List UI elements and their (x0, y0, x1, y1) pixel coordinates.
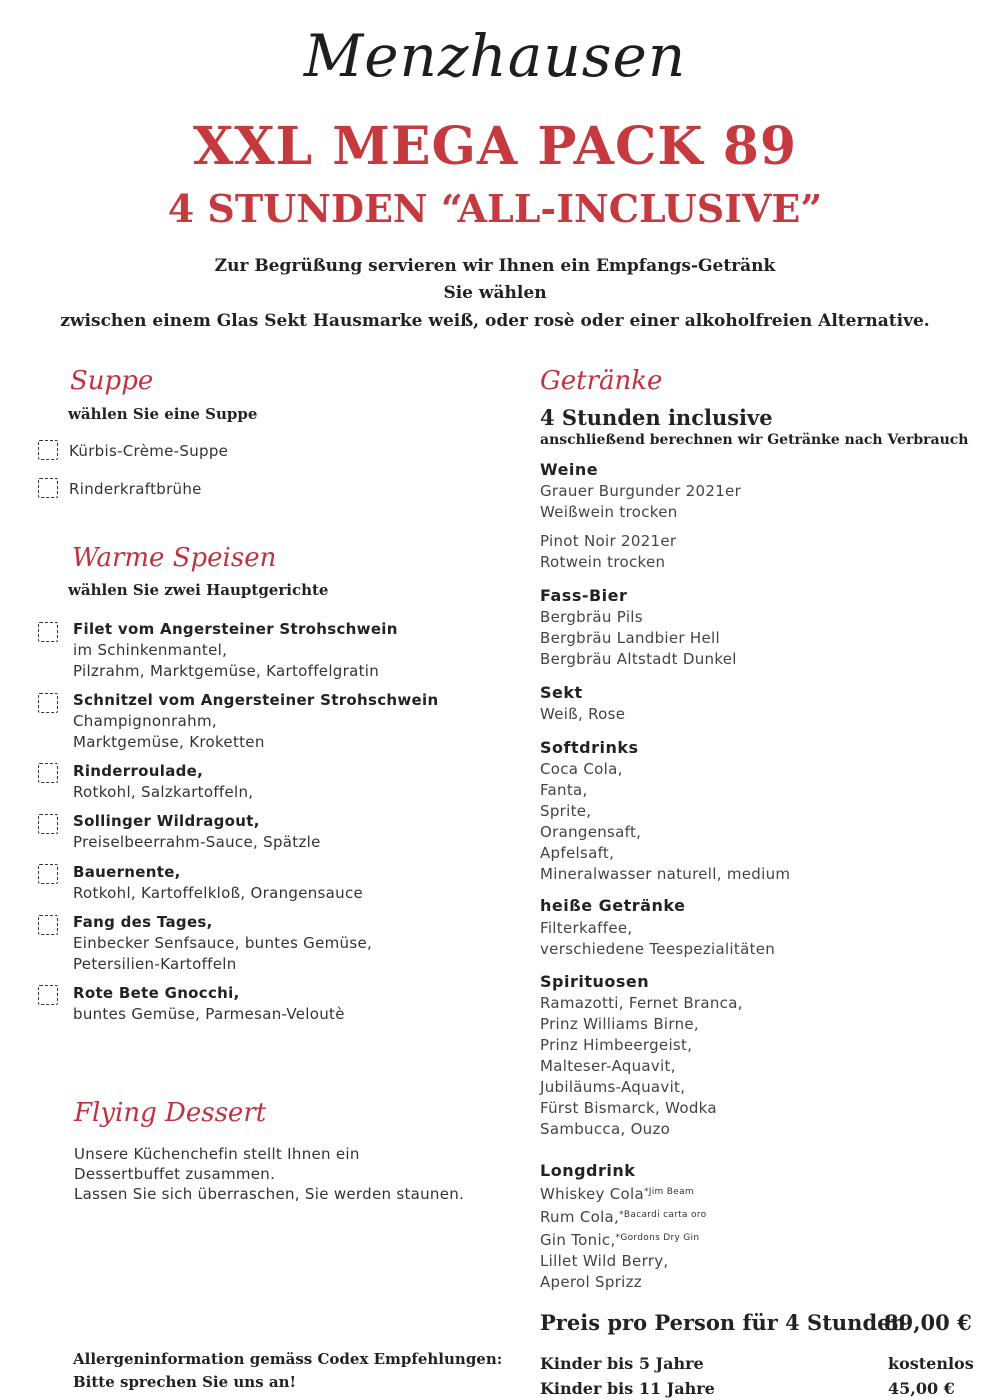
drink-item: Prinz Williams Birne, (540, 1015, 699, 1033)
checkbox[interactable] (38, 478, 58, 498)
soup-option-label: Rinderkraftbrühe (69, 480, 202, 498)
drink-item: Weiß, Rose (540, 705, 626, 723)
drink-item: Sprite, (540, 802, 592, 820)
dish-desc: Rotkohl, Kartoffelkloß, Orangensauce (73, 884, 364, 902)
drink-item: Prinz Himbeergeist, (540, 1036, 693, 1054)
dish-item (73, 761, 493, 803)
drink-item: Apfelsaft, (540, 844, 615, 862)
dish-item (73, 983, 493, 1025)
dish-desc: Rotkohl, Salzkartoffeln, (73, 783, 254, 801)
drink-item: Mineralwasser naturell, medium (540, 865, 791, 883)
drink-item: Aperol Sprizz (540, 1273, 642, 1291)
drink-item: Rotwein trocken (540, 553, 666, 571)
dish-name: Schnitzel vom Angersteiner Strohschwein (73, 691, 439, 709)
dish-checkbox[interactable] (38, 985, 58, 1005)
price-label: Preis pro Person für 4 Stunden (540, 1310, 906, 1335)
dish-desc: im Schinkenmantel, (73, 641, 228, 659)
checkbox[interactable] (38, 440, 58, 460)
drinks-section-title: Getränke (540, 366, 663, 396)
longdrink-list (540, 1182, 706, 1293)
drink-item: Coca Cola, (540, 760, 623, 778)
drink-brand-note: *Bacardi carta oro (619, 1210, 707, 1220)
drink-item: Sambucca, Ouzo (540, 1120, 671, 1138)
drink-item: Malteser-Aquavit, (540, 1057, 676, 1075)
dish-desc: Petersilien-Kartoffeln (73, 955, 237, 973)
drink-item: Bergbräu Pils (540, 608, 643, 626)
drink-item: verschiedene Teespezialitäten (540, 940, 776, 958)
drink-item: Rum Cola, (540, 1208, 620, 1226)
dish-desc: Preiselbeerrahm-Sauce, Spätzle (73, 833, 321, 851)
dish-item (73, 862, 493, 904)
dish-name: Filet vom Angersteiner Strohschwein (73, 620, 398, 638)
dessert-line: Unsere Küchenchefin stellt Ihnen ein (74, 1145, 360, 1163)
drink-item: Ramazotti, Fernet Branca, (540, 994, 743, 1012)
wine-list (540, 481, 741, 523)
dish-desc: Marktgemüse, Kroketten (73, 733, 265, 751)
allergen-line-2: Bitte sprechen Sie uns an! (73, 1373, 297, 1391)
soup-instruction: wählen Sie eine Suppe (68, 405, 258, 423)
dish-name: Bauernente, (73, 863, 181, 881)
kids11-price: 45,00 € (888, 1379, 955, 1398)
allergen-info (73, 1348, 502, 1394)
drinks-note: anschließend berechnen wir Getränke nach Verbrauch (540, 432, 969, 448)
drink-item: Gin Tonic, (540, 1231, 616, 1249)
drink-item: Bergbräu Altstadt Dunkel (540, 650, 737, 668)
dish-checkbox[interactable] (38, 622, 58, 642)
dish-desc: Pilzrahm, Marktgemüse, Kartoffelgratin (73, 662, 380, 680)
dish-item (73, 811, 493, 853)
dish-item (73, 619, 493, 682)
hot-drinks-category: heiße Getränke (540, 896, 686, 915)
soup-option-label: Kürbis-Crème-Suppe (69, 442, 229, 460)
dessert-line: Lassen Sie sich überraschen, Sie werden staunen. (74, 1185, 465, 1203)
kids5-price: kostenlos (888, 1354, 974, 1373)
dish-name: Rote Bete Gnocchi, (73, 984, 240, 1002)
price-value: 89,00 € (884, 1310, 972, 1335)
dessert-description (74, 1144, 504, 1204)
drink-item: Bergbräu Landbier Hell (540, 629, 720, 647)
wine-list-2 (540, 531, 676, 573)
drink-item: Weißwein trocken (540, 503, 678, 521)
dish-desc: buntes Gemüse, Parmesan-Veloutè (73, 1005, 345, 1023)
sekt-list (540, 704, 625, 725)
dish-name: Rinderroulade, (73, 762, 204, 780)
dish-desc: Champignonrahm, (73, 712, 217, 730)
dish-checkbox[interactable] (38, 763, 58, 783)
sekt-category: Sekt (540, 683, 583, 702)
dish-checkbox[interactable] (38, 693, 58, 713)
drink-item: Fürst Bismarck, Wodka (540, 1099, 717, 1117)
package-title: XXL MEGA PACK 89 (192, 116, 798, 177)
soup-section-title: Suppe (70, 366, 154, 396)
wine-category: Weine (540, 460, 599, 479)
beer-category: Fass-Bier (540, 586, 628, 605)
drink-item: Lillet Wild Berry, (540, 1252, 669, 1270)
mains-instruction: wählen Sie zwei Hauptgerichte (68, 581, 329, 599)
kids11-label: Kinder bis 11 Jahre (540, 1379, 715, 1398)
dessert-section-title: Flying Dessert (74, 1098, 267, 1128)
dish-checkbox[interactable] (38, 915, 58, 935)
intro-line-2: Sie wählen (443, 283, 547, 303)
drink-item: Grauer Burgunder 2021er (540, 482, 742, 500)
kids5-label: Kinder bis 5 Jahre (540, 1354, 704, 1373)
dessert-line: Dessertbuffet zusammen. (74, 1165, 276, 1183)
allergen-line-1: Allergeninformation gemäss Codex Empfehlungen: (73, 1350, 503, 1368)
dish-name: Fang des Tages, (73, 913, 213, 931)
spirits-category: Spirituosen (540, 972, 650, 991)
longdrink-category: Longdrink (540, 1161, 636, 1180)
drink-item: Jubiläums-Aquavit, (540, 1078, 686, 1096)
spirits-list (540, 993, 743, 1140)
dish-checkbox[interactable] (38, 864, 58, 884)
drink-brand-note: *Gordons Dry Gin (615, 1233, 700, 1243)
intro-line-3: zwischen einem Glas Sekt Hausmarke weiß, oder rosè oder einer alkoholfreien Alternative. (60, 311, 930, 331)
beer-list (540, 607, 737, 670)
package-subtitle: 4 STUNDEN “ALL-INCLUSIVE” (167, 186, 823, 231)
dish-item (73, 912, 493, 975)
drink-item: Filterkaffee, (540, 919, 633, 937)
drink-item: Fanta, (540, 781, 588, 799)
softdrinks-list (540, 759, 790, 885)
drinks-heading: 4 Stunden inclusive (540, 405, 773, 430)
intro-line-1: Zur Begrüßung servieren wir Ihnen ein Empfangs-Getränk (214, 256, 776, 276)
mains-section-title: Warme Speisen (72, 543, 277, 573)
dish-desc: Einbecker Senfsauce, buntes Gemüse, (73, 934, 373, 952)
dish-item (73, 690, 493, 753)
hot-drinks-list (540, 918, 775, 960)
restaurant-logo: Menzhausen (303, 22, 687, 90)
drink-brand-note: *Jim Beam (643, 1187, 694, 1197)
dish-checkbox[interactable] (38, 814, 58, 834)
drink-item: Whiskey Cola (540, 1185, 644, 1203)
dish-name: Sollinger Wildragout, (73, 812, 260, 830)
drink-item: Pinot Noir 2021er (540, 532, 677, 550)
drink-item: Orangensaft, (540, 823, 642, 841)
softdrinks-category: Softdrinks (540, 738, 639, 757)
